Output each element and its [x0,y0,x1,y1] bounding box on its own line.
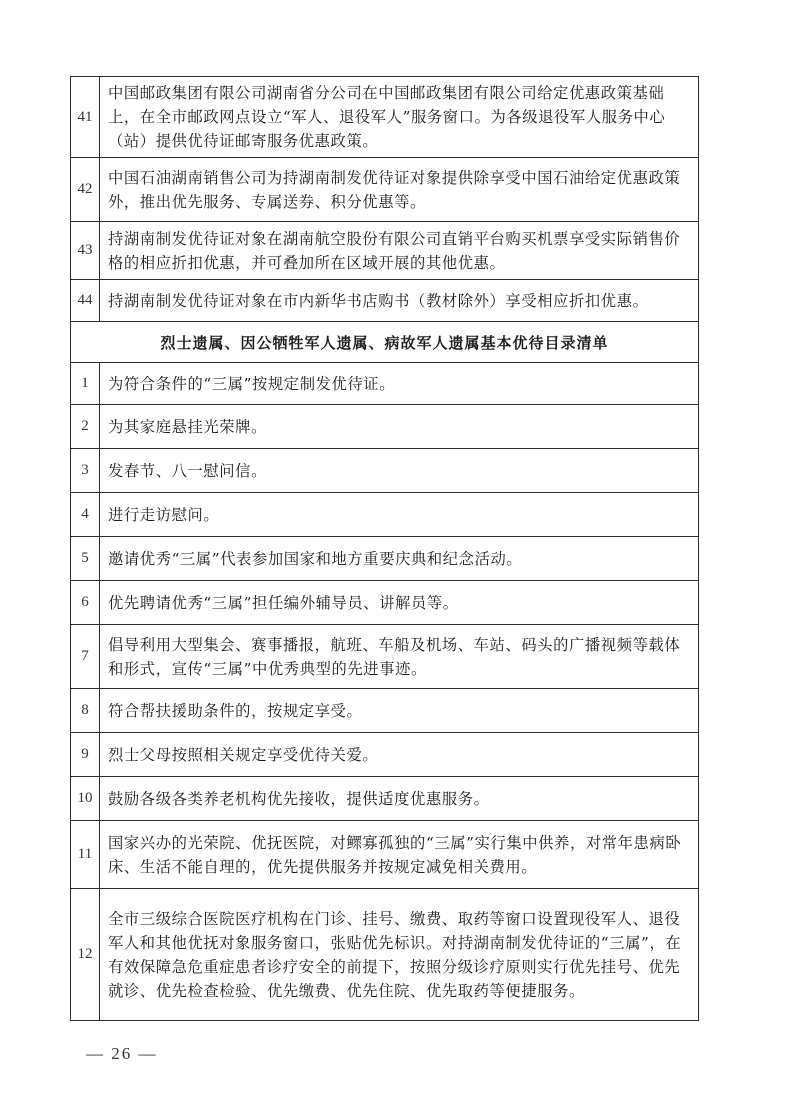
table-row [71,733,699,777]
table-row [71,689,699,733]
row-number: 9 [71,733,100,777]
row-text: 国家兴办的光荣院、优抚医院，对鳏寡孤独的“三属”实行集中供养，对常年患病卧床、生活不能自理的，优先提供服务并按规定减免相关费用。 [100,821,699,889]
row-text: 倡导利用大型集会、赛事播报，航班、车船及机场、车站、码头的广播视频等载体和形式，宣传“三属”中优秀典型的先进事迹。 [100,625,699,689]
table-row [71,777,699,821]
row-text: 中国石油湖南销售公司为持湖南制发优待证对象提供除享受中国石油给定优惠政策外，推出优先服务、专属送券、积分优惠等。 [100,158,699,222]
row-number: 1 [71,363,100,405]
row-number: 12 [71,889,100,1021]
row-text: 邀请优秀“三属”代表参加国家和地方重要庆典和纪念活动。 [100,537,699,581]
table-row [71,625,699,689]
table-row [71,77,699,158]
row-text: 发春节、八一慰问信。 [100,449,699,493]
row-number: 44 [71,280,100,322]
row-text: 烈士父母按照相关规定享受优待关爱。 [100,733,699,777]
row-text: 为符合条件的“三属”按规定制发优待证。 [100,363,699,405]
row-number: 3 [71,449,100,493]
row-text: 持湖南制发优待证对象在湖南航空股份有限公司直销平台购买机票享受实际销售价格的相应折扣优惠，并可叠加所在区域开展的其他优惠。 [100,222,699,280]
table-row [71,537,699,581]
table-row [71,821,699,889]
row-number: 10 [71,777,100,821]
row-number: 8 [71,689,100,733]
table-row [71,889,699,1021]
row-number: 4 [71,493,100,537]
table-row [71,493,699,537]
table-row [71,222,699,280]
table-row [71,158,699,222]
benefits-table [70,76,699,1021]
table-row [71,363,699,405]
row-number: 42 [71,158,100,222]
row-text: 优先聘请优秀“三属”担任编外辅导员、讲解员等。 [100,581,699,625]
page-number: — 26 — [86,1044,158,1063]
row-text: 进行走访慰问。 [100,493,699,537]
table-row [71,405,699,449]
row-number: 6 [71,581,100,625]
row-number: 7 [71,625,100,689]
row-number: 2 [71,405,100,449]
row-text: 符合帮扶援助条件的，按规定享受。 [100,689,699,733]
row-number: 11 [71,821,100,889]
section-heading: 烈士遗属、因公牺牲军人遗属、病故军人遗属基本优待目录清单 [71,322,699,363]
row-number: 5 [71,537,100,581]
row-number: 43 [71,222,100,280]
row-text: 中国邮政集团有限公司湖南省分公司在中国邮政集团有限公司给定优惠政策基础上，在全市邮政网点设立“军人、退役军人”服务窗口。为各级退役军人服务中心（站）提供优待证邮寄服务优惠政策。 [100,77,699,158]
section-heading-row [71,322,699,363]
row-text: 为其家庭悬挂光荣牌。 [100,405,699,449]
row-text: 全市三级综合医院医疗机构在门诊、挂号、缴费、取药等窗口设置现役军人、退役军人和其他优抚对象服务窗口，张贴优先标识。对持湖南制发优待证的“三属”，在有效保障急危重症患者诊疗安全的前提下，按照分级诊疗原则实行优先挂号、优先就诊、优先检查检验、优先缴费、优先住院、优先取药等便捷服务。 [100,889,699,1021]
row-text: 持湖南制发优待证对象在市内新华书店购书（教材除外）享受相应折扣优惠。 [100,280,699,322]
row-number: 41 [71,77,100,158]
row-text: 鼓励各级各类养老机构优先接收，提供适度优惠服务。 [100,777,699,821]
table-row [71,581,699,625]
table-row [71,449,699,493]
table-row [71,280,699,322]
